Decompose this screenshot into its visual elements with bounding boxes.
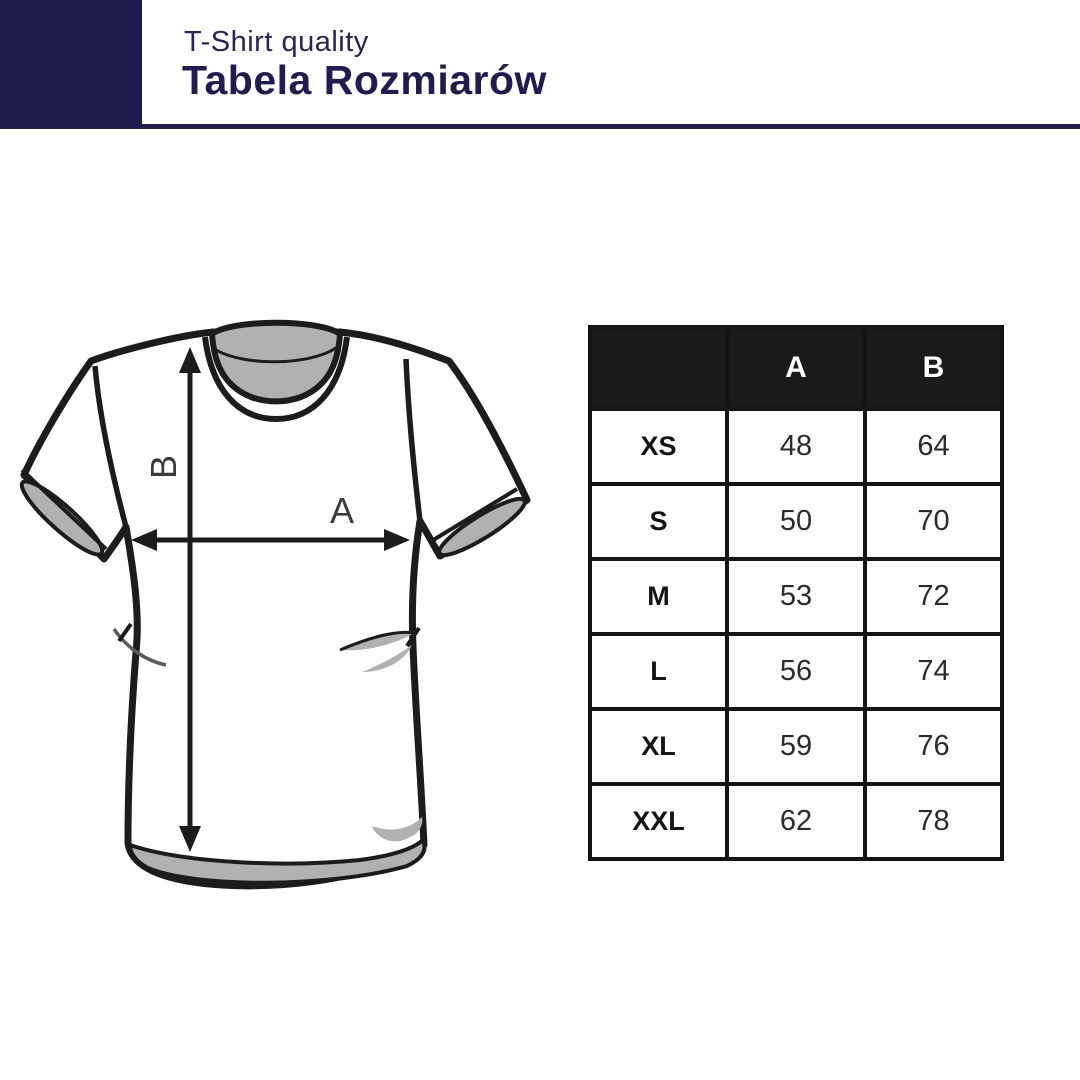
page-title: Tabela Rozmiarów bbox=[182, 57, 547, 103]
value-a: 50 bbox=[727, 484, 865, 559]
value-a: 62 bbox=[727, 784, 865, 859]
value-a: 56 bbox=[727, 634, 865, 709]
value-b: 64 bbox=[865, 409, 1002, 484]
table-row bbox=[590, 559, 1002, 634]
table-row bbox=[590, 709, 1002, 784]
size-label: XS bbox=[590, 409, 727, 484]
tshirt-measurement-diagram bbox=[0, 300, 560, 900]
header-divider bbox=[0, 124, 1080, 129]
diagram-label-a: A bbox=[329, 490, 355, 531]
value-b: 70 bbox=[865, 484, 1002, 559]
table-row bbox=[590, 484, 1002, 559]
corner-cell bbox=[590, 327, 727, 409]
left-seam-notch bbox=[119, 624, 131, 641]
size-label: XXL bbox=[590, 784, 727, 859]
size-label: M bbox=[590, 559, 727, 634]
size-label: S bbox=[590, 484, 727, 559]
column-header-b: B bbox=[865, 327, 1002, 409]
size-label: L bbox=[590, 634, 727, 709]
table-row bbox=[590, 634, 1002, 709]
table-row bbox=[590, 409, 1002, 484]
size-table bbox=[588, 325, 1004, 861]
size-label: XL bbox=[590, 709, 727, 784]
column-header-a: A bbox=[727, 327, 865, 409]
brand-color-block bbox=[0, 0, 142, 126]
table-row bbox=[590, 784, 1002, 859]
value-a: 48 bbox=[727, 409, 865, 484]
value-b: 72 bbox=[865, 559, 1002, 634]
value-a: 53 bbox=[727, 559, 865, 634]
page-subtitle: T-Shirt quality bbox=[184, 26, 369, 58]
value-b: 78 bbox=[865, 784, 1002, 859]
value-b: 74 bbox=[865, 634, 1002, 709]
value-a: 59 bbox=[727, 709, 865, 784]
diagram-label-b: B bbox=[143, 454, 184, 480]
table-header-row bbox=[590, 327, 1002, 409]
value-b: 76 bbox=[865, 709, 1002, 784]
